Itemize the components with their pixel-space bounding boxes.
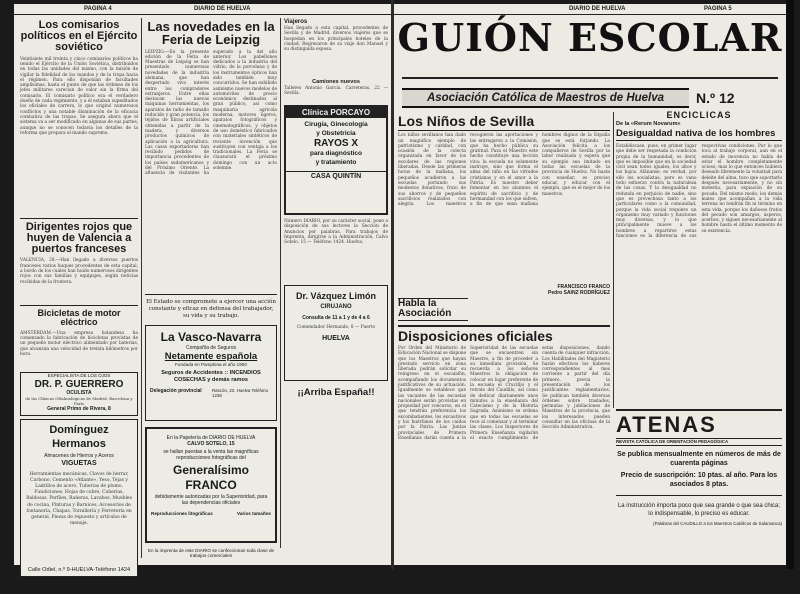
right-column-enciclicas xyxy=(616,110,782,408)
column-rule xyxy=(613,112,614,408)
atenas-subtitle: REVISTA CATÓLICA DE ORIENTACIÓN PEDAGÓGICA xyxy=(616,438,782,446)
ad-caption: ESPECIALISTA DE LOS OJOS xyxy=(47,372,111,378)
article-body: Veintisiete mil treinta y cinco comisarios políticos ha tenido el Ejército de la Unión Soviética, distribuidos en todas las unidades del mismo, con la misión de vigilar la fidelidad de los mandos y de la tropa hacia el régimen. Para ello disponían de facultades amplísimas, hasta el punto de que las órdenes de los jefes militares carecían de valor sin la firma del comisario. El comisario político era el verdadero dueño de cada regimiento, y a él estaban supeditados los oficiales de carrera, lo que originó numerosos conflictos y una notable disminución de la eficacia combativa de las tropas. Se asegura ahora que el sistema va a ser modificado en algunas de sus partes, aunque no se conocen todavía los detalles de la reforma que prepara el mando supremo. xyxy=(20,56,138,136)
article-body: Número DIARIO, por su carácter social, pone a disposición de sus lectores la Sección de Anuncios por palabras. Para trabajos de Imprenta, dirigirse a la Administración, Calvo Sotelo, 15 — Teléfono 1424. Huelva. xyxy=(284,219,388,246)
ad-line: y Obstetricia xyxy=(316,129,356,137)
rerum-subhead: De la «Rerum Novarum» xyxy=(616,121,681,127)
atenas-line: Se publica mensualmente en números de más de cuarenta páginas xyxy=(617,451,781,467)
ad-line: y tratamiento xyxy=(315,158,357,166)
guerrero-ad: ESPECIALISTA DE LOS OJOS DR. P. GUERRERO OCULISTA de las Clínicas Oftalmológicas de Madrid, Barcelona y París General Primo de Rivera, 8 xyxy=(20,372,138,416)
ninos-headline: Los Niños de Sevilla xyxy=(398,113,535,129)
binding-edge xyxy=(786,0,794,569)
right-column-main xyxy=(398,114,610,564)
left-folio-number: PAGINA 4 xyxy=(84,6,112,12)
ad-line: Cirugía, Ginecología xyxy=(304,121,368,128)
ad-caption: Seguros de Accidentes :: INCENDIOS COSECHAS y demás ramos xyxy=(161,369,261,383)
article-body: Han llegado a esta capital, procedentes de Sevilla y de Madrid, diversos viajeros que se hospedan en los principales hoteles de la ciudad. Regresaron de su viaje don Manuel y su distinguida esposa. xyxy=(284,26,388,53)
vasco-navarra-ad xyxy=(145,325,277,421)
article-headline: Las novedades en la Feria de Leipzig xyxy=(147,19,275,48)
article-body: Los niños sevillanos han dado un magnífico ejemplo de patriotismo y caridad, con ocasión de la colecta organizada en favor de los escolares de las regiones liberadas. Desde las primeras horas de la mañana, los pequeños acudieron a las escuelas portando sus modestos donativos, fruto de sus ahorros y de pequeños sacrificios realizados con alegría. Los maestros recogieron las aportaciones y las entregaron a la Comisión, que ha hecho pública su gratitud. Para el Maestro este hecho constituye una lección viva: la escuela no solamente instruye, sino que forma el alma del niño en las virtudes cristianas y en el amor a la Patria. Es nuestro deber fomentar en los alumnos el espíritu de sacrificio y de hermandad con los que sufren, a fin de que sean mañana hombres dignos de la España que se está forjando. La Asociación felicita a los compañeros de Sevilla por la labor realizada y espera que su ejemplo sea imitado en todas las escuelas de la provincia de Huelva. No basta con enseñar; es preciso educar, y educar con el ejemplo, que es el mejor de los maestros. xyxy=(398,133,610,208)
ad-subtitle: Almacenes de Hierros y Aceros xyxy=(44,452,114,459)
issue-number: N.º 12 xyxy=(696,90,735,106)
atenas-line: Precio de suscripción: 10 ptas. al año. Para los asociados 8 ptas. xyxy=(620,472,778,488)
atenas-ad xyxy=(616,412,782,562)
ad-subtitle: Netamente española xyxy=(164,350,258,362)
subhead-bar xyxy=(402,88,689,108)
ad-subtitle: CIRUJANO xyxy=(320,304,352,310)
clinica-porcayo-ad xyxy=(284,105,388,215)
ad-subtitle: OCULISTA xyxy=(66,389,92,396)
ad-title: Domínguez Hermanos xyxy=(49,423,109,450)
ad-line: RAYOS X xyxy=(313,138,359,149)
article-headline: Dirigentes rojos que huyen de Valencia a puertos franceses xyxy=(25,220,133,256)
ad-line: para diagnóstico xyxy=(309,150,362,157)
ad-caption: Reproducciones litográficas xyxy=(151,510,213,516)
atenas-author: (Palabras del CAUDILLO a los Maestros Católicos de Salamanca) xyxy=(653,521,782,526)
ad-address: CALVO SOTELO, 15 xyxy=(187,440,235,447)
ad-caption: debidamente autorizadas por la Superioridad, para las dependencias oficiales xyxy=(154,493,268,506)
right-page xyxy=(394,4,786,565)
subhead: Asociación Católica de Maestros de Huelva xyxy=(426,92,665,104)
ad-caption: se hallan puestas a la venta las magníficas reproducciones fotográficas del xyxy=(163,448,259,461)
camiones-headline: Camiones nuevos xyxy=(312,79,360,85)
enciclicas-headline: ENCICLICAS xyxy=(666,110,732,120)
signature: FRANCISCO FRANCO xyxy=(557,284,610,291)
atenas-quote: La instrucción importa poco que sea grande o que sea chica; lo indispensable, lo preciso es educar. xyxy=(617,503,781,517)
arriba-espana: ¡¡Arriba España!! xyxy=(297,387,375,398)
ad-title: Generalísimo FRANCO xyxy=(172,462,250,492)
left-page xyxy=(14,4,391,593)
vazquez-limon-ad: Dr. Vázquez Limón CIRUJANO Consulta de 11 a 1 y de 4 a 6 Comendador Hernando, 8 — Puerto HUELVA xyxy=(284,285,388,381)
left-column-1 xyxy=(20,18,138,593)
article-body: AMSTERDAM.—Una empresa holandesa ha comenzado la fabricación de bicicletas provistas de un pequeño motor eléctrico alimentado por baterías, que alcanzan una velocidad de treinta kilómetros por hora. xyxy=(20,330,138,357)
left-column-3 xyxy=(284,18,388,563)
ad-subtitle: VIGUETAS xyxy=(61,459,97,467)
footer-slogan: Lea usted el DIARIO xyxy=(20,580,126,593)
signature: Pedro SAINZ RODRÍGUEZ xyxy=(548,290,610,297)
header-rule xyxy=(14,14,391,15)
ad-name: DR. P. GUERRERO xyxy=(34,378,124,390)
article-headline: Los comisarios políticos en el Ejército soviético xyxy=(20,19,138,54)
ad-subtitle: CASA QUINTÍN xyxy=(286,171,386,181)
ad-title: Dr. Vázquez Limón xyxy=(295,291,376,301)
right-folio-number: PAGINA 5 xyxy=(704,6,732,12)
ad-caption: Varios tamaños xyxy=(237,510,271,516)
right-folio-title: DIARIO DE HUELVA xyxy=(569,6,626,12)
state-slogan: El Estado se compromete a ejercer una acción constante y eficaz en defensa del trabajador, su vida y su trabajo. xyxy=(146,298,276,319)
ad-address: Calle Odiel, n.º 9-HUELVA-Teléfono 1424 xyxy=(27,566,131,573)
article-headline: Bicicletas de motor eléctrico xyxy=(37,308,121,328)
left-folio-title: DIARIO DE HUELVA xyxy=(194,6,251,12)
article-body: Establézcase, pues, en primer lugar que debe ser respetada la condición propia de la humanidad, es decir, que es imposible que en la sociedad civil sean todos iguales, los altos y los bajos. Afánanse, es verdad, por ello los socialistas; pero es vano todo esfuerzo contra la naturaleza de las cosas. Y la desigualdad no redunda en perjuicio de nadie, sino que es provechosa tanto a los particulares como a la comunidad, porque la vida social requiere un organismo muy variado y funciones muy diversas, y lo que principalmente mueve a los hombres a repartirse estas funciones es la diferencia de sus respectivas condiciones. Por lo que toca al trabajo corporal, aun en el estado de inocencia no había de estar el hombre completamente ocioso; mas lo que entonces hubiera deseado libremente la voluntad para deleite del alma, tuvo que soportarlo después necesariamente, y no sin molestia, para expiación de su pecado. Del mismo modo, los demás males que acompañan a la vida terrena no tendrán fin ni término en esta vida, porque los dañosos frutos del pecado son amargos, ásperos, acerbos, y siguen necesariamente al hombre hasta el último momento de su existencia. xyxy=(616,144,782,240)
atenas-title: ATENAS xyxy=(616,412,717,437)
article-body: Talleres Antonio García. Carreteras, 22 — Sevilla. xyxy=(284,86,388,97)
ad-caption: Delegación provincial xyxy=(150,387,202,394)
ad-title: La Vasco-Navarra xyxy=(160,329,262,344)
masthead: GUIÓN ESCOLAR xyxy=(397,15,783,60)
ad-address: General Primo de Rivera, 8 xyxy=(47,405,111,412)
column-rule xyxy=(141,18,142,558)
ad-caption: En la Papelería de DIARIO DE HUELVA xyxy=(166,434,256,441)
ad-address: HUELVA xyxy=(322,335,350,343)
atenas-rule xyxy=(616,409,782,411)
asociacion-headline: Habla la Asociación xyxy=(398,298,468,320)
ad-address: Rascón, 23. Huelva Teléfono 1238 xyxy=(212,387,269,398)
article-body: Por Orden del Ministerio de Educación Nacional se dispone que los Maestros que hayan prestado servicio en zona liberada podrán solicitar su reingreso en el escalafón, acompañando los documentos justificativos de su actuación. Igualmente se establece que las vacantes de las escuelas nacionales serán provistas en propiedad por concurso, en el que tendrán preferencia los excombatientes, los excautivos y los huérfanos de los caídos por la Patria. Las Juntas provinciales de Primera Enseñanza darán cuenta a la Superioridad de las escuelas que se encuentren sin Maestro, a fin de proceder a su inmediata provisión. Se recuerda a los señores Maestros la obligación de colocar en lugar preferente de la escuela el Crucifijo y el retrato del Caudillo, así como de dedicar diariamente unos minutos a la enseñanza del Catecismo y de la Historia Sagrada. Asimismo se ordena que en todas las escuelas se rece al comenzar y al terminar las clases. Los Inspectores de Primera Enseñanza vigilarán el exacto cumplimiento de estas disposiciones, dando cuenta de cualquier infracción. Los Habilitados del Magisterio harán efectivos los haberes correspondientes al mes corriente a partir del día primero, previa la presentación de los justificantes reglamentarios. Se publican también diversas órdenes sobre traslados, permutas y jubilaciones de Maestros de la provincia, que los interesados pueden consultar en las oficinas de la Sección Administrativa. xyxy=(398,345,610,441)
ad-subtitle: Compañía de Seguros xyxy=(185,344,237,351)
print-notice: En la imprenta de este DIARIO se confeccionan toda clase de trabajos comerciales xyxy=(147,547,275,558)
article-body: LEIPZIG.—En la presente edición de la Feria de Muestras de Leipzig se han presentado numerosas novedades de la industria alemana, que han despertado vivo interés entre los compradores extranjeros. Entre ellas destacan las nuevas máquinas herramientas, los aparatos de radio de tamaño reducido y gran potencia, los tejidos de fibras artificiales obtenidas a partir de la madera, y diversos productos químicos de aplicación a la agricultura. Las casas exportadoras han recibido pedidos de importancia procedentes de los países sudamericanos y del Próximo Oriente. La afluencia de visitantes ha superado a la del año anterior. Los pabellones dedicados a la industria del vidrio, de la porcelana y de los instrumentos ópticos han sido también muy concurridos. Se han exhibido asimismo nuevos modelos de automóviles de precio económico destinados al gran público, así como maquinaria agrícola moderna, motores ligeros, aparatos fotográficos y cinematográficos, y objetos de uso doméstico fabricados con materiales sintéticos de reciente invención que sustituyen con ventaja a los tradicionales. La Feria se clausurará el próximo domingo con un acto solemne. xyxy=(145,49,277,177)
ad-caption: Consulta de 11 a 1 y de 4 a 6 xyxy=(302,315,370,321)
franco-portrait-ad xyxy=(145,427,277,543)
article-body: VALENCIA, 28.—Han llegado a diversos puertos franceses varios buques procedentes de esta capital, a bordo de los cuales han huido numerosos dirigentes rojos con sus familias y equipajes, según noticias recibidas de la frontera. xyxy=(20,258,138,285)
ad-title: Clínica PORCAYO xyxy=(286,107,386,118)
masthead-rule xyxy=(402,77,778,79)
column-rule xyxy=(280,18,281,548)
left-column-2 xyxy=(145,18,277,563)
ad-caption: Fundada en Pamplona el año 1900 xyxy=(175,361,247,367)
desigualdad-headline: Desigualdad nativa de los hombres xyxy=(616,128,782,141)
dominguez-ad: Domínguez Hermanos Almacenes de Hierros y Aceros VIGUETAS Herramientas mecánicas, Clavos de herrar, Carbono, Cemento «Atlante», Yeso, Tejas y Ladrillos de acero, Tuberías de plomo, Fundiciones, Hojas de cobre, Cañerías, Baldosas, Perfiles, Bañeras, Lavabos, Muebles de cocina, Pinturas y Barnices, Accesorios de fontanería, Chapas, Tornillería y Ferretería en general, Piezas de repuesto y artículos de menaje. Calle Odiel, n.º 9-HUELVA-Teléfono 1424 xyxy=(20,419,138,577)
viajeros-headline: Viajeros xyxy=(284,19,308,25)
disposiciones-headline: Disposiciones oficiales xyxy=(398,327,553,344)
